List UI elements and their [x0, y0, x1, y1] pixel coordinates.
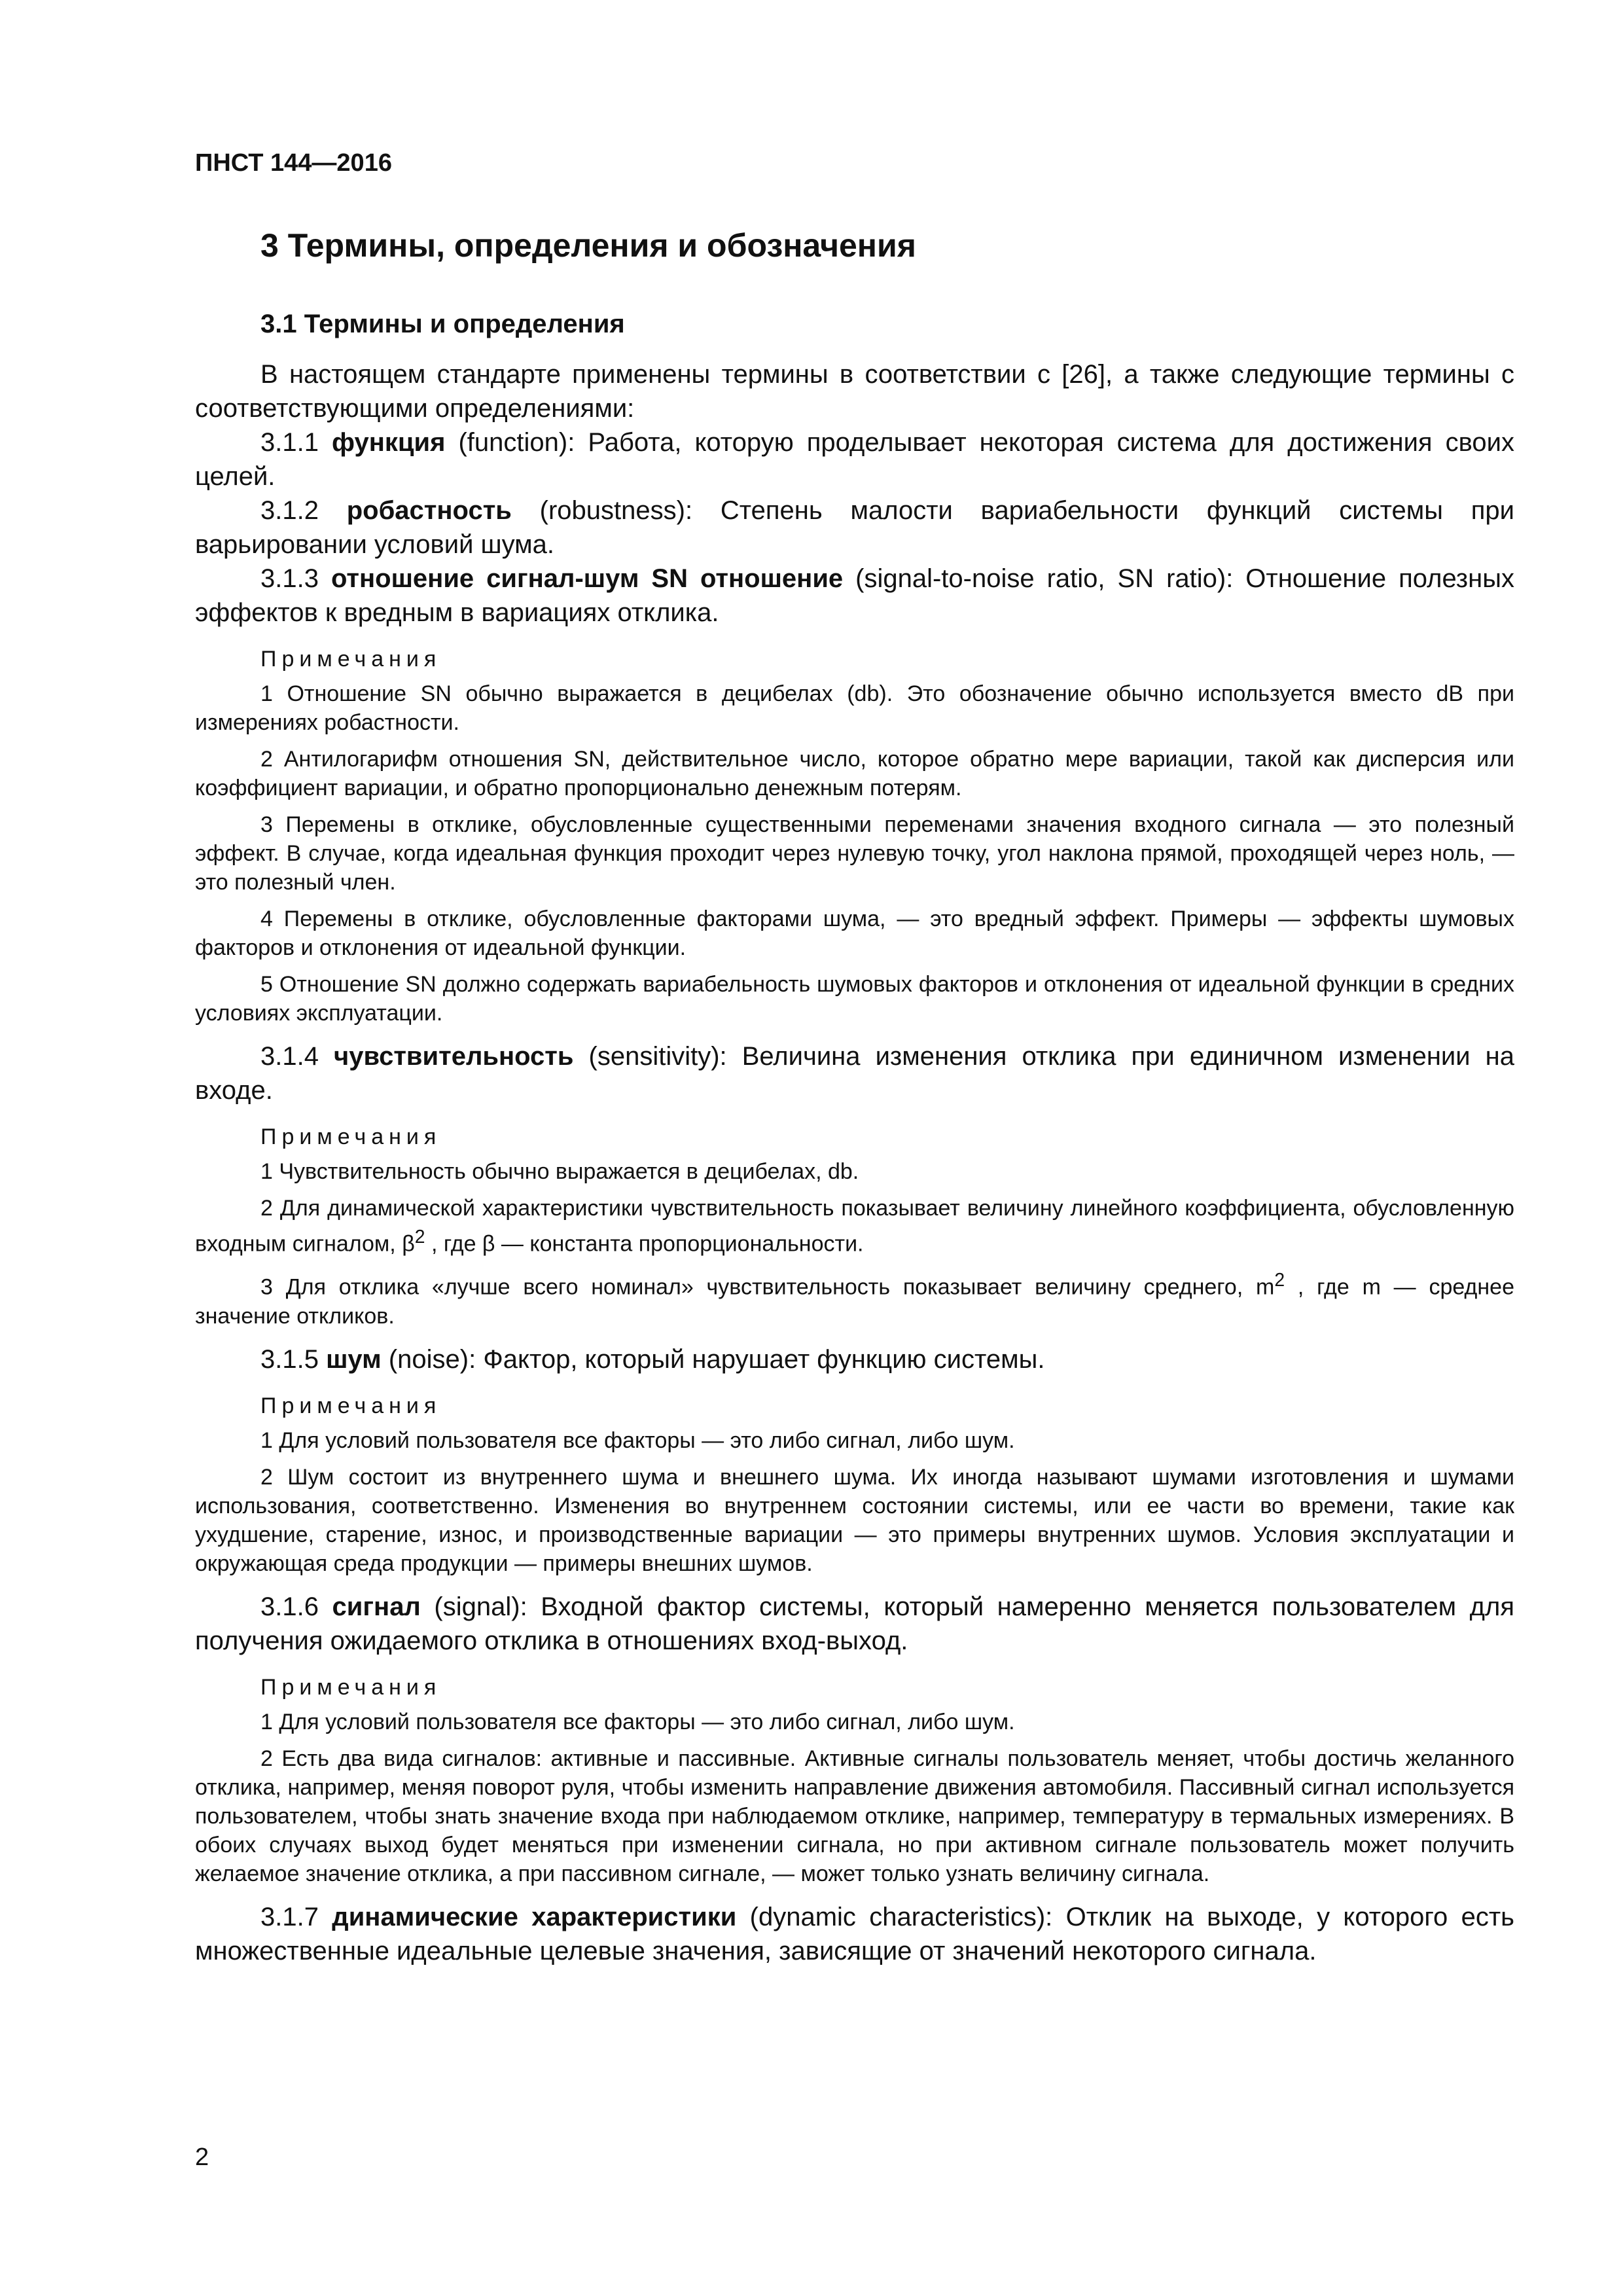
- term-number: 3.1.7: [260, 1902, 332, 1931]
- term-word: шум: [326, 1344, 382, 1374]
- term-definition: : Работа, которую проделывает некоторая система для достижения своих целей.: [195, 428, 1515, 491]
- term-word: отношение сигнал-шум SN отношение: [330, 564, 844, 593]
- term-word: робастность: [346, 496, 512, 525]
- note-text: , где β — константа пропорциональности.: [425, 1231, 864, 1257]
- term-sensitivity: [195, 1039, 1514, 1107]
- note-item: [195, 1266, 1514, 1330]
- term-signal: [195, 1590, 1514, 1658]
- subsection-title: 3.1 Термины и определения: [260, 310, 625, 338]
- note-text: , где m — среднее значение откликов.: [195, 1274, 1514, 1329]
- note-item: 1 Для условий пользователя все факторы — это либо сигнал, либо шум.: [260, 1427, 1015, 1453]
- term-definition: : Величина изменения отклика при единичном изменении на входе.: [195, 1042, 1514, 1105]
- term-number: 3.1.2: [260, 496, 347, 525]
- term-english: (dynamic characteristics): [736, 1902, 1046, 1931]
- note-item: 2 Есть два вида сигналов: активные и пассивные. Активные сигналы пользователь меняет, чтобы достичь желанного отклика, например, меняя поворот руля, чтобы изменить направление движения автомобиля. Пассивный сигнал используется пользователем, чтобы знать значение входа при наблюдаемом отклике, например, температуру в термальных измерениях. В обоих случаях выход будет меняться при изменении сигнала, но при активном сигнале пользователь может получить желаемое значение отклика, а при пассивном сигнале, — может только узнать величину сигнала.: [195, 1746, 1514, 1886]
- term-word: чувствительность: [334, 1042, 574, 1071]
- term-english: (noise): [381, 1344, 469, 1374]
- superscript: 2: [1274, 1270, 1285, 1291]
- term-english: (signal-to-noise ratio, SN ratio): [843, 564, 1226, 593]
- term-dynamic-characteristics: [195, 1900, 1514, 1968]
- superscript: 2: [414, 1227, 425, 1247]
- notes-heading: Примечания: [260, 1393, 442, 1418]
- term-number: 3.1.6: [260, 1592, 332, 1621]
- term-definition: : Фактор, который нарушает функцию системы.: [469, 1344, 1045, 1374]
- notes-heading: Примечания: [260, 1124, 442, 1149]
- term-number: 3.1.4: [260, 1042, 334, 1071]
- term-definition: : Отношение полезных эффектов к вредным в вариациях отклика.: [195, 564, 1514, 627]
- term-noise: [195, 1342, 1514, 1376]
- page-content: [195, 223, 1514, 1968]
- term-number: 3.1.3: [260, 564, 331, 593]
- term-definition: : Отклик на выходе, у которого есть множественные идеальные целевые значения, зависящие от значений некоторого сигнала.: [195, 1902, 1515, 1965]
- notes-heading: Примечания: [260, 647, 442, 672]
- term-function: [195, 425, 1514, 493]
- term-word: сигнал: [332, 1592, 421, 1621]
- note-item: [195, 1194, 1514, 1258]
- note-item: 1 Для условий пользователя все факторы — это либо сигнал, либо шум.: [260, 1709, 1015, 1734]
- note-text: 2 Для динамической характеристики чувствительность показывает величину линейного коэффициента, обусловленную входным сигналом, β: [195, 1196, 1514, 1257]
- term-word: функция: [332, 428, 446, 457]
- document-code: ПНСТ 144—2016: [195, 149, 392, 177]
- note-item: 1 Отношение SN обычно выражается в децибелах (db). Это обозначение обычно используется вместо dB при измерениях робастности.: [195, 681, 1514, 735]
- term-number: 3.1.5: [260, 1344, 327, 1374]
- note-item: 2 Шум состоит из внутреннего шума и внешнего шума. Их иногда называют шумами изготовления и шумами использования, соответственно. Изменения во внутреннем состоянии системы, или ее части во времени, такие как ухудшение, старение, износ, и производственные вариации — это примеры внутренних шумов. Условия эксплуатации и окружающая среда продукции — примеры внешних шумов.: [195, 1464, 1514, 1576]
- term-definition: : Степень малости вариабельности функций системы при варьировании условий шума.: [195, 496, 1514, 559]
- term-robustness: [195, 493, 1514, 562]
- note-text: 3 Для отклика «лучше всего номинал» чувствительность показывает величину среднего, m: [260, 1274, 1275, 1300]
- note-item: 3 Перемены в отклике, обусловленные существенными переменами значения входного сигнала — это полезный эффект. В случае, когда идеальная функция проходит через нулевую точку, угол наклона прямой, проходящей через ноль, — это полезный член.: [195, 812, 1514, 895]
- page-number: 2: [195, 2144, 209, 2171]
- term-english: (sensitivity): [573, 1042, 720, 1071]
- note-item: 1 Чувствительность обычно выражается в децибелах, db.: [260, 1159, 859, 1184]
- term-number: 3.1.1: [260, 428, 332, 457]
- term-english: (robustness): [511, 496, 685, 525]
- term-english: (signal): [420, 1592, 520, 1621]
- term-english: (function): [445, 428, 568, 457]
- term-word: динамические характеристики: [332, 1902, 737, 1931]
- note-item: 2 Антилогарифм отношения SN, действительное число, которое обратно мере вариации, такой как дисперсия или коэффициент вариации, и обратно пропорционально денежным потерям.: [195, 747, 1514, 800]
- note-item: 4 Перемены в отклике, обусловленные факторами шума, — это вредный эффект. Примеры — эффекты шумовых факторов и отклонения от идеальной функции.: [195, 906, 1514, 960]
- term-sn-ratio: [195, 562, 1514, 630]
- intro-paragraph: В настоящем стандарте применены термины в соответствии с [26], а также следующие термины с соответствующими определениями:: [195, 360, 1514, 423]
- note-item: 5 Отношение SN должно содержать вариабельность шумовых факторов и отклонения от идеальной функции в средних условиях эксплуатации.: [195, 972, 1514, 1026]
- notes-heading: Примечания: [260, 1674, 442, 1700]
- section-title: 3 Термины, определения и обозначения: [260, 227, 916, 264]
- term-definition: : Входной фактор системы, который намеренно меняется пользователем для получения ожидаемого отклика в отношениях вход-выход.: [195, 1592, 1515, 1655]
